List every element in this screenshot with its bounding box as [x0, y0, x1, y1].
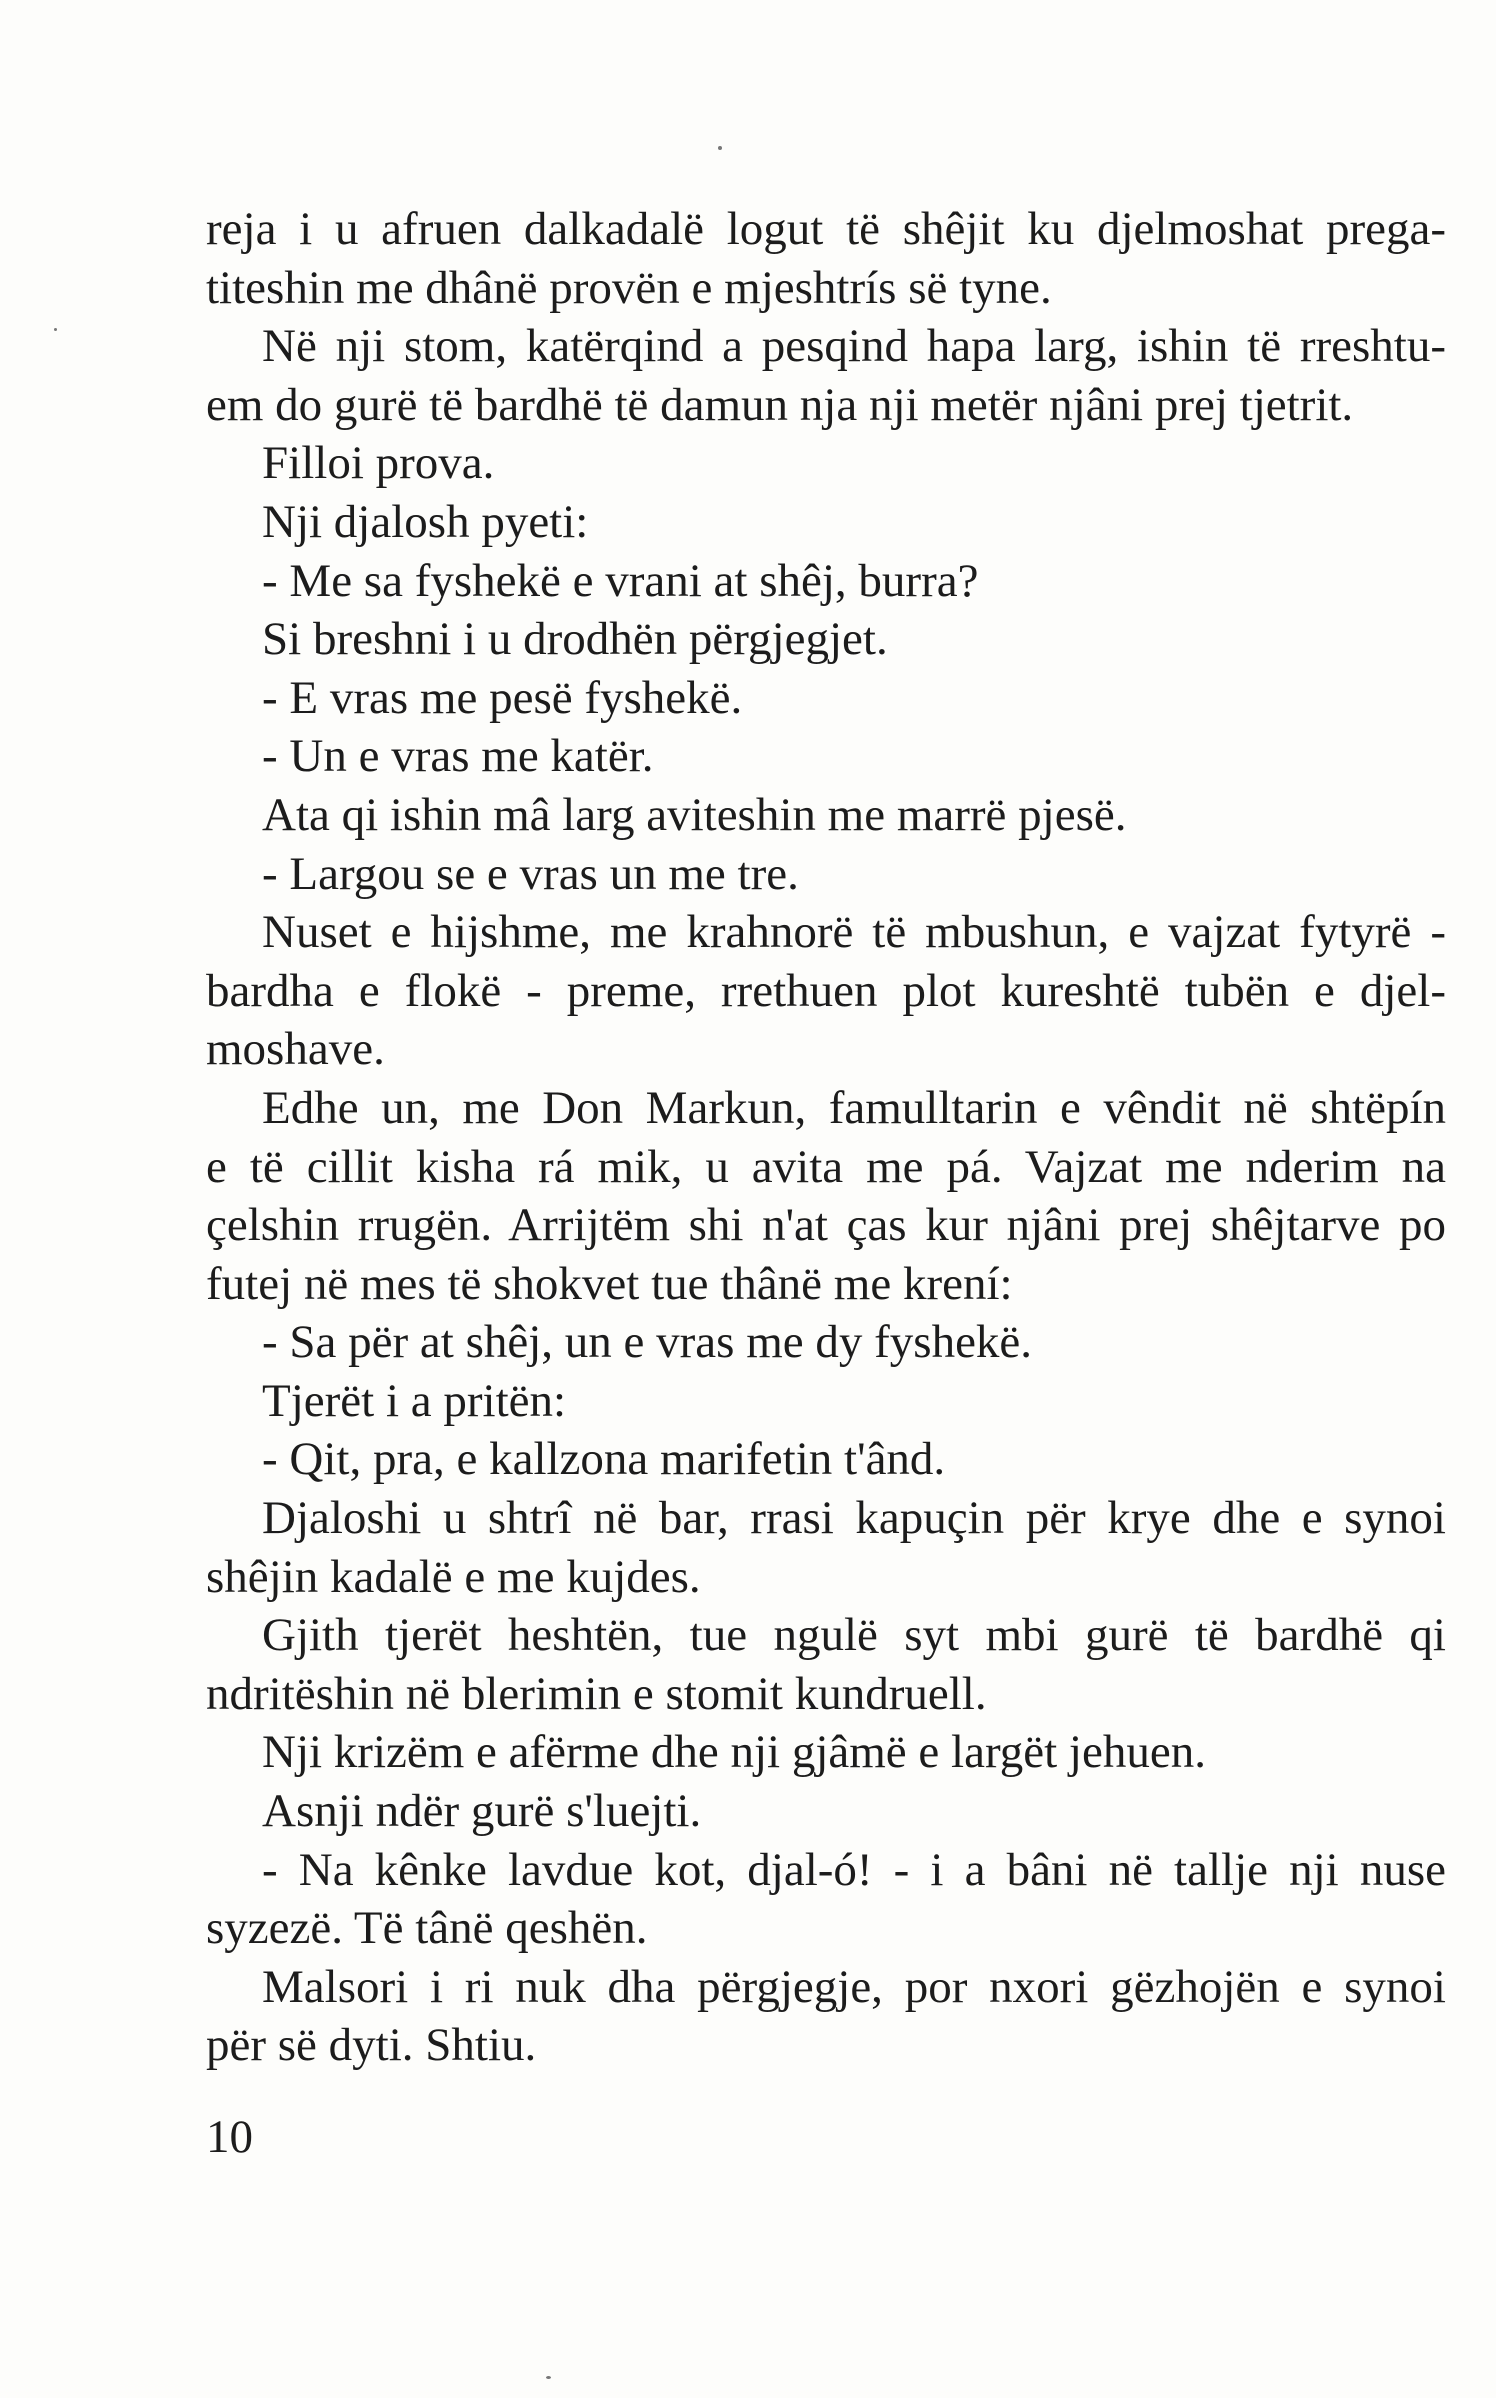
text-line-12: - Largou se e vras un me tre.	[262, 847, 799, 900]
text-line-7: - Me sa fyshekë e vrani at shêj, burra?	[262, 554, 979, 607]
text-line-8: Si breshni i u drodhën përgjegjet.	[262, 613, 888, 666]
text-line-19: futej në mes të shokvet tue thânë me krení:	[206, 1257, 1013, 1310]
text-line-16: Edhe un, me Don Markun, famulltarin e vêndit në shtëpín	[262, 1081, 1446, 1134]
text-line-28: Asnji ndër gurë s'luejti.	[262, 1785, 702, 1838]
text-line-17: e të cillit kisha rá mik, u avita me pá. Vajzat me nderim na	[206, 1140, 1446, 1193]
text-line-14: bardha e flokë - preme, rrethuen plot kureshtë tubën e djel-	[206, 964, 1446, 1017]
page-number: 10	[206, 2111, 253, 2163]
text-line-26: ndritëshin në blerimin e stomit kundruell.	[206, 1667, 987, 1720]
scan-speck	[718, 146, 722, 150]
text-line-22: - Qit, pra, e kallzona marifetin t'ând.	[262, 1433, 946, 1486]
text-line-29: - Na kênke lavdue kot, djal-ó! - i a bâni në tallje nji nuse	[262, 1843, 1446, 1896]
text-line-15: moshave.	[206, 1023, 385, 1076]
text-line-9: - E vras me pesë fyshekë.	[262, 671, 743, 724]
text-line-6: Nji djalosh pyeti:	[262, 495, 589, 548]
text-line-23: Djaloshi u shtrî në bar, rrasi kapuçin për krye dhe e synoi	[262, 1492, 1446, 1545]
text-line-18: çelshin rrugën. Arrijtëm shi n'at ças kur njâni prej shêjtarve po	[206, 1199, 1446, 1252]
text-line-1: reja i u afruen dalkadalë logut të shêjit ku djelmoshat prega-	[206, 203, 1446, 255]
book-page-body	[206, 200, 1446, 2075]
text-line-2: titeshin me dhânë provën e mjeshtrís së tyne.	[206, 261, 1052, 314]
text-line-5: Filloi prova.	[262, 437, 495, 490]
text-line-25: Gjith tjerët heshtën, tue ngulë syt mbi gurë të bardhë qi	[262, 1609, 1446, 1662]
text-line-24: shêjin kadalë e me kujdes.	[206, 1550, 701, 1603]
text-line-31: Malsori i ri nuk dha përgjegje, por nxori gëzhojën e synoi	[262, 1960, 1446, 2013]
text-line-32: për së dyti. Shtiu.	[206, 2019, 537, 2072]
text-line-3: Në nji stom, katërqind a pesqind hapa larg, ishin të rreshtu-	[262, 320, 1446, 373]
scan-speck	[546, 2376, 551, 2379]
text-line-4: em do gurë të bardhë të damun nja nji metër njâni prej tjetrit.	[206, 378, 1354, 431]
scan-speck	[54, 328, 57, 331]
text-line-30: syzezë. Të tânë qeshën.	[206, 1902, 648, 1955]
text-line-20: - Sa për at shêj, un e vras me dy fyshekë.	[262, 1316, 1033, 1369]
text-line-10: - Un e vras me katër.	[262, 730, 654, 783]
text-line-13: Nuset e hijshme, me krahnorë të mbushun, e vajzat fytyrë -	[262, 906, 1446, 959]
text-line-11: Ata qi ishin mâ larg aviteshin me marrë pjesë.	[262, 788, 1127, 841]
text-line-21: Tjerët i a pritën:	[262, 1374, 567, 1427]
text-line-27: Nji krizëm e afërme dhe nji gjâmë e largët jehuen.	[262, 1726, 1206, 1779]
